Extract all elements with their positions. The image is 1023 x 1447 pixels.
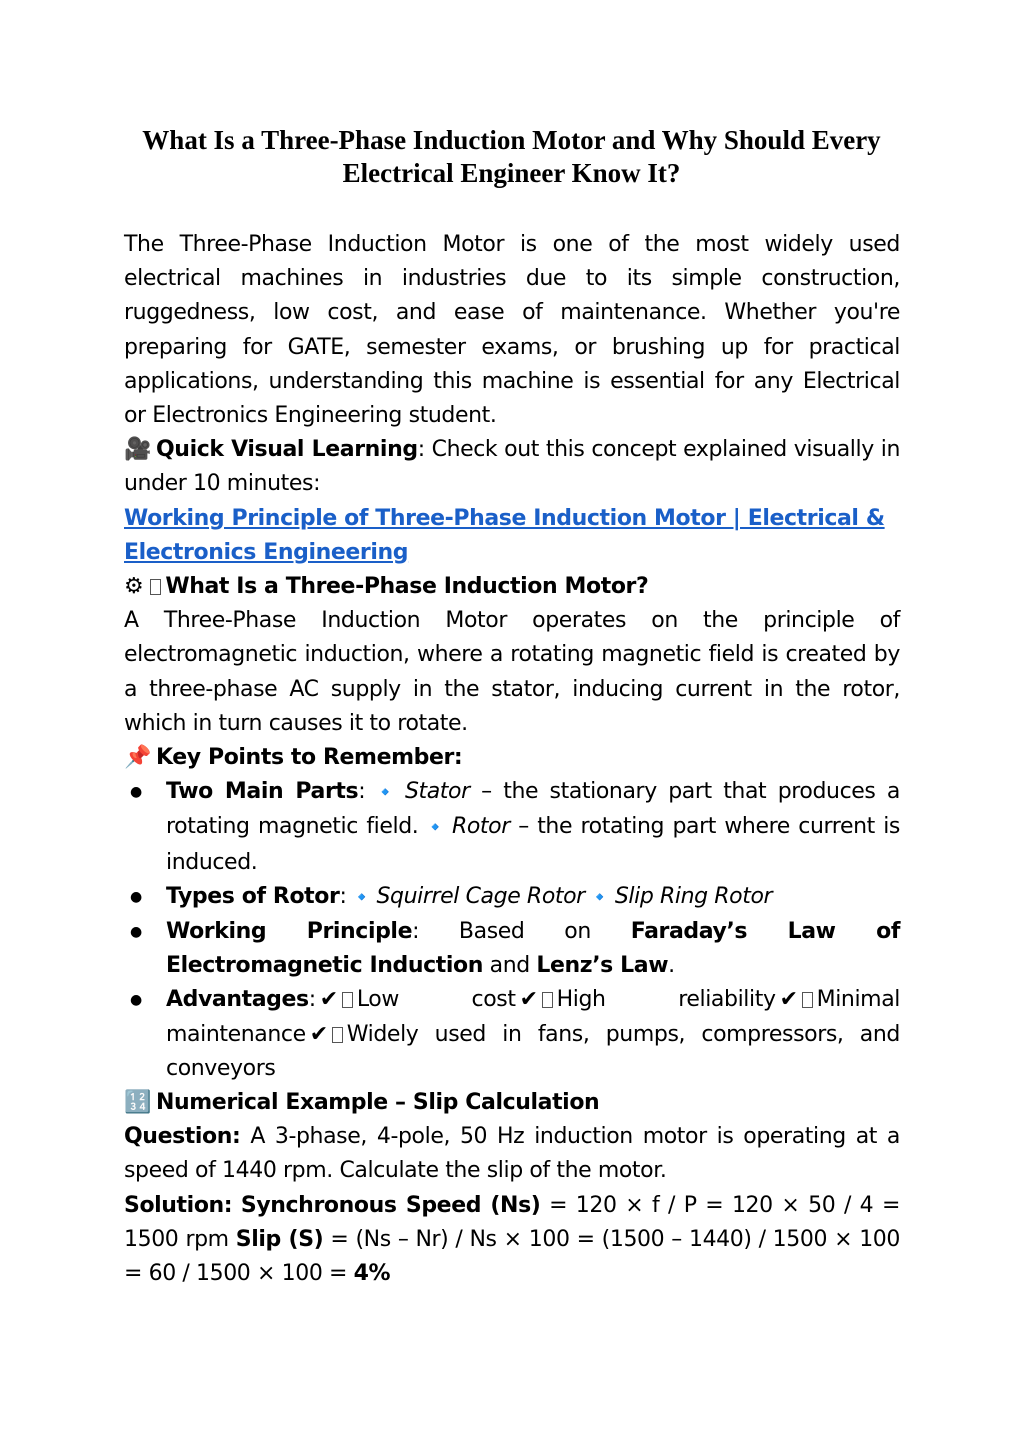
- what-paragraph: A Three-Phase Induction Motor operates on the principle of electromagnetic induction, where a rotating magnetic field is created by a three-phase AC supply in the stator, inducing current in the rotor, which in turn causes it to rotate.: [124, 608, 900, 736]
- slip-text: = (Ns – Nr) / Ns × 100 = (1500 – 1440) / 1500 × 100 = 60 / 1500 × 100 =: [124, 1226, 900, 1287]
- parts-label: Two Main Parts: [166, 779, 359, 805]
- solution-label: Solution:: [124, 1192, 233, 1218]
- pushpin-icon: 📌: [124, 745, 151, 771]
- bullet-icon: ●: [130, 784, 142, 801]
- missing-glyph-icon: [802, 992, 813, 1008]
- numerical-heading: [124, 1086, 900, 1120]
- advantage-4: Widely used in fans, pumps, compressors, and conveyors: [166, 1021, 900, 1081]
- rotor-text: – the rotating part where current is induced.: [166, 814, 900, 875]
- stator-text: – the stationary part that produces a rotating magnetic field.: [166, 779, 901, 840]
- bullet-icon: ●: [130, 888, 142, 905]
- period-text: .: [668, 953, 675, 979]
- quick-visual-paragraph: [124, 433, 900, 501]
- what-heading-text: What Is a Three-Phase Induction Motor?: [165, 574, 649, 600]
- missing-glyph-icon: [332, 1027, 343, 1043]
- diamond-icon: 🔹: [350, 886, 373, 908]
- working-text: : Based on: [412, 919, 631, 945]
- ns-text: = 120 × f / P = 120 × 50 / 4 = 1500 rpm: [124, 1192, 900, 1252]
- key-points-heading-text: Key Points to Remember:: [156, 745, 463, 771]
- list-item-advantages: ● Advantages: ✔ Low cost ✔ High reliability ✔ Minimal maintenance ✔ Widely used in fans, pumps, compressors, and conveyors: [124, 983, 900, 1086]
- numbers-icon: 🔢: [124, 1090, 151, 1116]
- ns-label: Synchronous Speed (Ns): [240, 1192, 541, 1218]
- slip-label: Slip (S): [235, 1226, 324, 1252]
- quick-visual-label: Quick Visual Learning: [156, 437, 418, 463]
- video-link[interactable]: Working Principle of Three-Phase Induction Motor | Electrical & Electronics Engineering: [124, 505, 885, 565]
- key-points-heading: [124, 741, 900, 775]
- rotor-type-1: Squirrel Cage Rotor: [376, 883, 585, 909]
- and-text: and: [483, 953, 537, 979]
- video-camera-icon: 🎥: [124, 437, 151, 463]
- list-item-working: [124, 915, 900, 983]
- numerical-heading-text: Numerical Example – Slip Calculation: [156, 1090, 600, 1116]
- missing-glyph-icon: [342, 992, 353, 1008]
- check-icon: ✔: [309, 1021, 328, 1047]
- bullet-icon: ●: [130, 992, 142, 1009]
- intro-paragraph: The Three-Phase Induction Motor is one of the most widely used electrical machines in industries due to its simple construction, ruggedness, low cost, and ease of maintenance. Whether you're preparing for GATE, semester exams, or brushing up for practical applications, understanding this machine is essential for any Electrical or Electronics Engineering student.: [124, 232, 900, 429]
- lenz-law: Lenz’s Law: [536, 953, 669, 979]
- types-label: Types of Rotor: [166, 883, 340, 909]
- gear-icon: ⚙: [124, 574, 144, 600]
- solution-paragraph: [124, 1189, 900, 1292]
- slip-answer: 4%: [353, 1261, 391, 1287]
- diamond-icon: 🔹: [422, 817, 448, 839]
- advantage-3: Minimal maintenance: [166, 987, 900, 1047]
- bullet-icon: ●: [130, 924, 142, 941]
- rotor-type-2: Slip Ring Rotor: [614, 883, 773, 909]
- question-paragraph: [124, 1120, 900, 1188]
- list-item-parts: ● Two Main Parts: 🔹 Stator – the stationary part that produces a rotating magnetic field. 🔹 Rotor – the rotating part where current is induced.: [124, 775, 900, 880]
- missing-glyph-icon: [150, 579, 161, 595]
- question-label: Question:: [124, 1124, 241, 1150]
- list-item-types: ● Types of Rotor: 🔹 Squirrel Cage Rotor 🔹 Slip Ring Rotor: [124, 880, 900, 915]
- question-text: A 3-phase, 4-pole, 50 Hz induction motor is operating at a speed of 1440 rpm. Calculate the slip of the motor.: [124, 1124, 900, 1184]
- faraday-law: Faraday’s Law of Electromagnetic Induction: [166, 919, 900, 979]
- diamond-icon: 🔹: [369, 782, 401, 804]
- advantage-2: High reliability: [556, 987, 776, 1013]
- missing-glyph-icon: [542, 992, 553, 1008]
- check-icon: ✔: [319, 987, 338, 1013]
- advantages-label: Advantages: [166, 987, 309, 1013]
- stator-term: Stator: [404, 779, 470, 805]
- check-icon: ✔: [779, 987, 798, 1013]
- document-body: [124, 228, 900, 1291]
- video-link-paragraph: [124, 502, 900, 570]
- advantage-1: Low cost: [356, 987, 516, 1013]
- working-label: Working Principle: [166, 919, 413, 945]
- diamond-icon: 🔹: [588, 886, 611, 908]
- key-points-list: [124, 775, 900, 1086]
- what-heading: [124, 570, 900, 604]
- quick-visual-text: : Check out this concept explained visually in under 10 minutes:: [124, 437, 900, 497]
- rotor-term: Rotor: [451, 814, 510, 840]
- page-title: What Is a Three-Phase Induction Motor and Why Should Every Electrical Engineer Know It?: [142, 125, 881, 188]
- check-icon: ✔: [519, 987, 538, 1013]
